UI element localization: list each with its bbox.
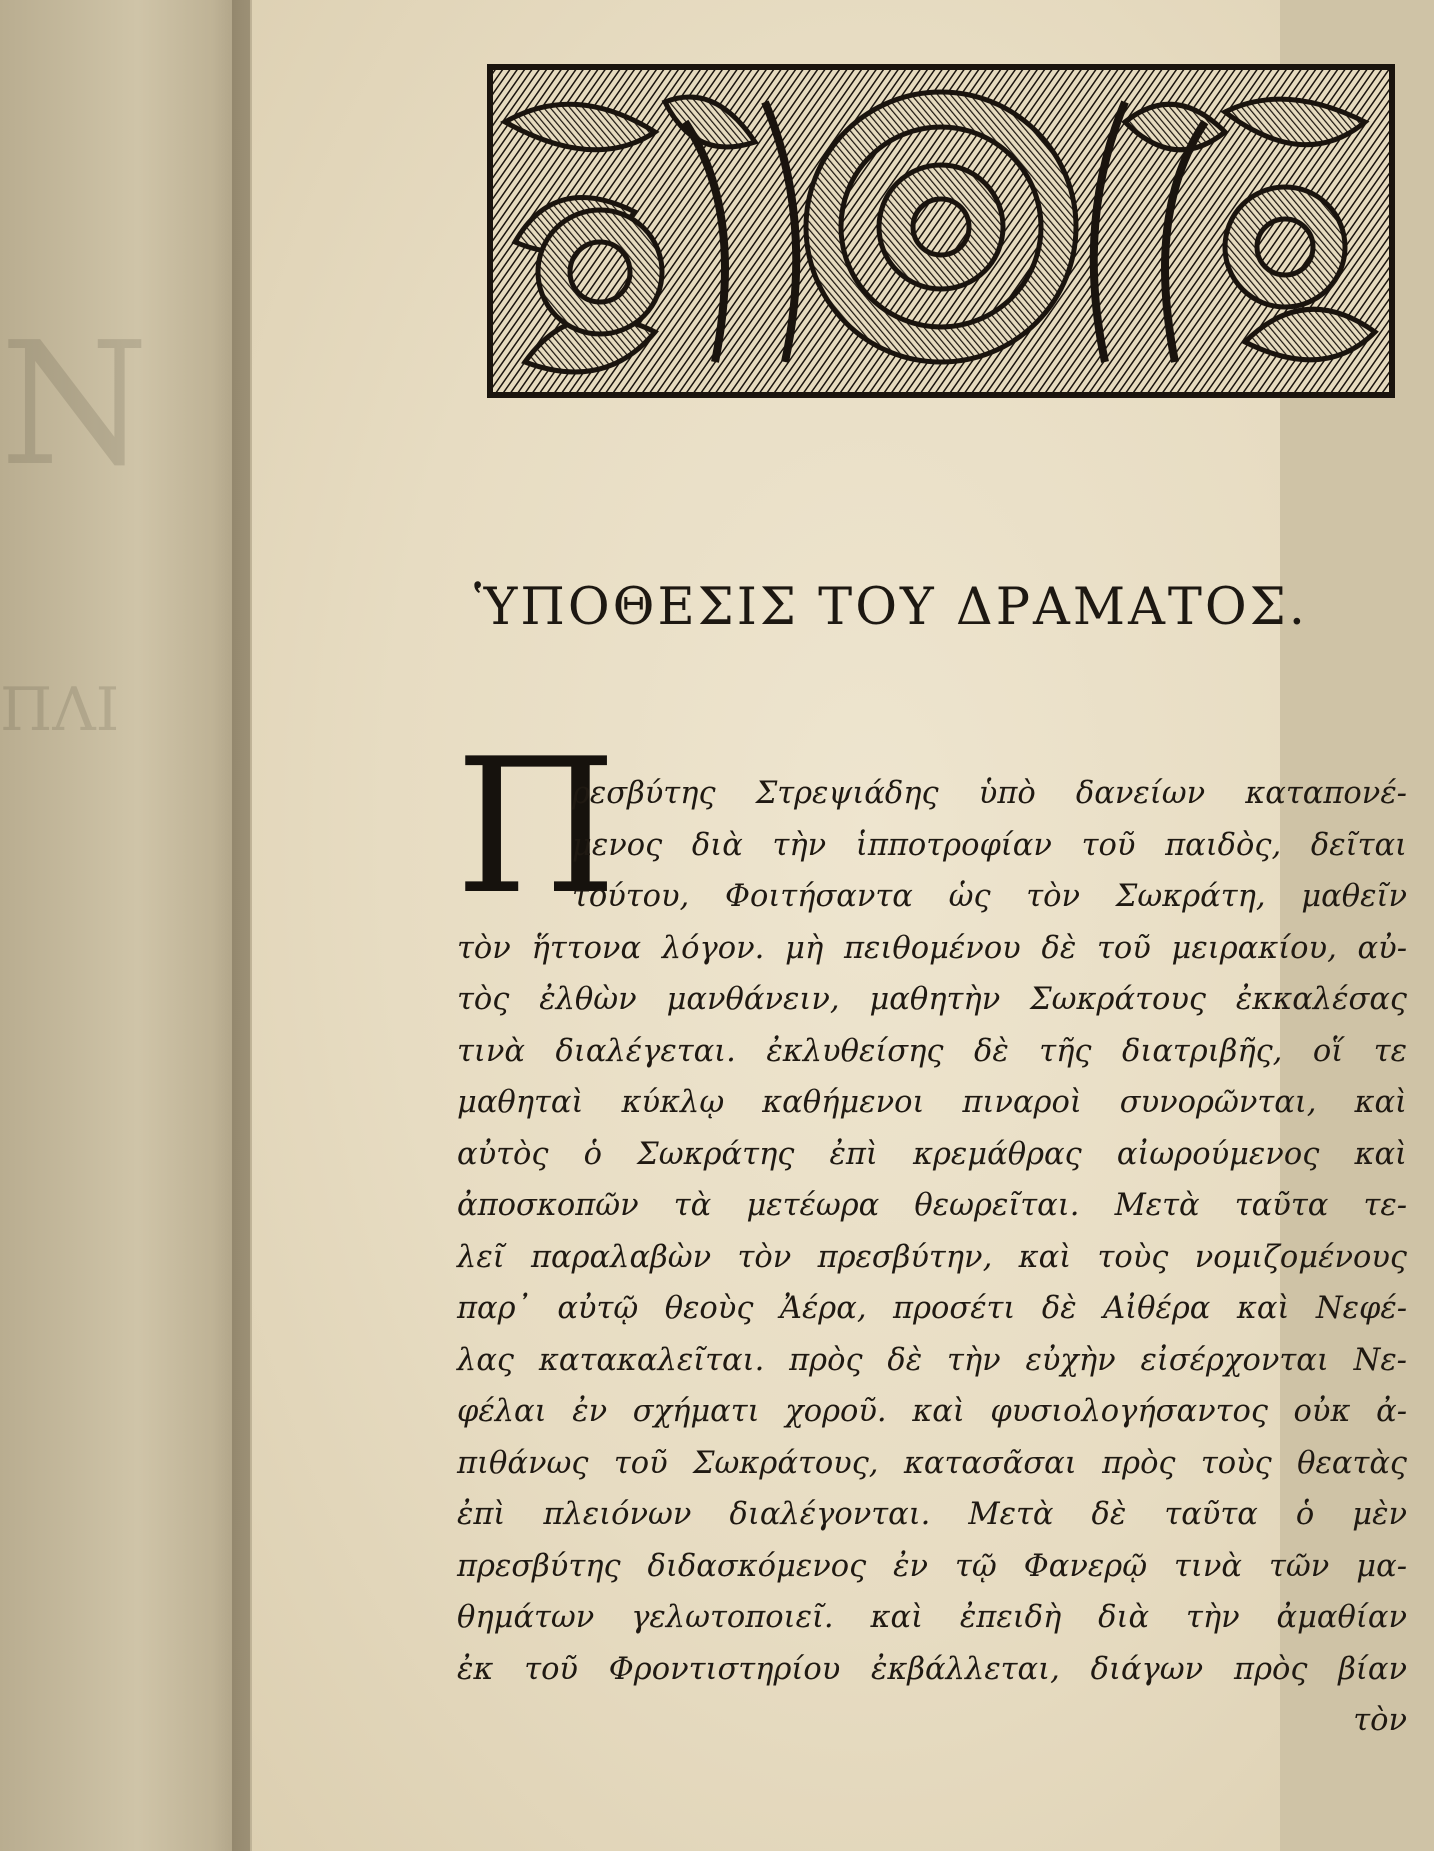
text-line: ἐπὶ πλειόνων διαλέγονται. Μετὰ δὲ ταῦτα ὁ μὲν [457, 1497, 1407, 1532]
text-line: τινὰ διαλέγεται. ἐκλυθείσης δὲ τῆς διατριβῆς, οἵ τε [457, 1033, 1407, 1069]
text-line: λεῖ παραλαβὼν τὸν πρεσβύτην, καὶ τοὺς νομιζομένους [457, 1239, 1407, 1275]
text-line: λας κατακαλεῖται. πρὸς δὲ τὴν εὐχὴν εἰσέρχονται Νε- [457, 1342, 1407, 1378]
argument-text [457, 768, 1407, 1747]
text-line: ἐκ τοῦ Φροντιστηρίου ἐκβάλλεται, διάγων πρὸς βίαν [457, 1651, 1407, 1687]
facing-page [0, 0, 250, 1851]
text-line: ἀποσκοπῶν τὰ μετέωρα θεωρεῖται. Μετὰ ταῦτα τε- [457, 1188, 1407, 1223]
text-line: πρεσβύτης διδασκόμενος ἐν τῷ Φανερῷ τινὰ τῶν μα- [457, 1548, 1407, 1584]
text-line: παρ᾽ αὐτῷ θεοὺς Ἀέρα, προσέτι δὲ Αἰθέρα καὶ Νεφέ- [457, 1291, 1407, 1326]
text-line: θημάτων γελωτοποιεῖ. καὶ ἐπειδὴ διὰ τὴν ἀμαθίαν [457, 1600, 1407, 1635]
text-line: πιθάνως τοῦ Σωκράτους, κατασᾶσαι πρὸς τοὺς θεατὰς [457, 1445, 1407, 1481]
text-line: τὸς ἐλθὼν μανθάνειν, μαθητὴν Σωκράτους ἐκκαλέσας [457, 982, 1407, 1017]
woodcut-headpiece [485, 62, 1397, 400]
text-line: μαθηταὶ κύκλῳ καθήμενοι πιναροὶ συνορῶνται, καὶ [457, 1085, 1407, 1120]
facing-page-bleed-through-small: ΠΛΙ [0, 675, 120, 745]
text-line: τὸν ἥττονα λόγον. μὴ πειθομένου δὲ τοῦ μειρακίου, αὐ- [457, 930, 1407, 966]
section-title: ὙΠΟΘΕΣΙΣ ΤΟΥ ΔΡΑΜΑΤΟΣ. [474, 578, 1309, 637]
facing-page-bleed-through: Ν [0, 306, 149, 504]
text-line: τούτου, Φοιτήσαντα ὡς τὸν Σωκράτη, μαθεῖν [572, 879, 1407, 914]
book-page [252, 0, 1407, 1851]
drop-cap-initial: Π [455, 718, 618, 935]
catchword: τὸν [1353, 1703, 1407, 1738]
floral-ornament-icon [485, 62, 1397, 400]
text-line: φέλαι ἐν σχήματι χοροῦ. καὶ φυσιολογήσαντος οὐκ ἀ- [457, 1394, 1407, 1429]
text-line: μενος διὰ τὴν ἱπποτροφίαν τοῦ παιδὸς, δεῖται [572, 827, 1407, 863]
text-line: αὐτὸς ὁ Σωκράτης ἐπὶ κρεμάθρας αἰωρούμενος καὶ [457, 1136, 1407, 1172]
text-line: ρεσβύτης Στρεψιάδης ὑπὸ δανείων καταπονέ- [572, 776, 1407, 811]
